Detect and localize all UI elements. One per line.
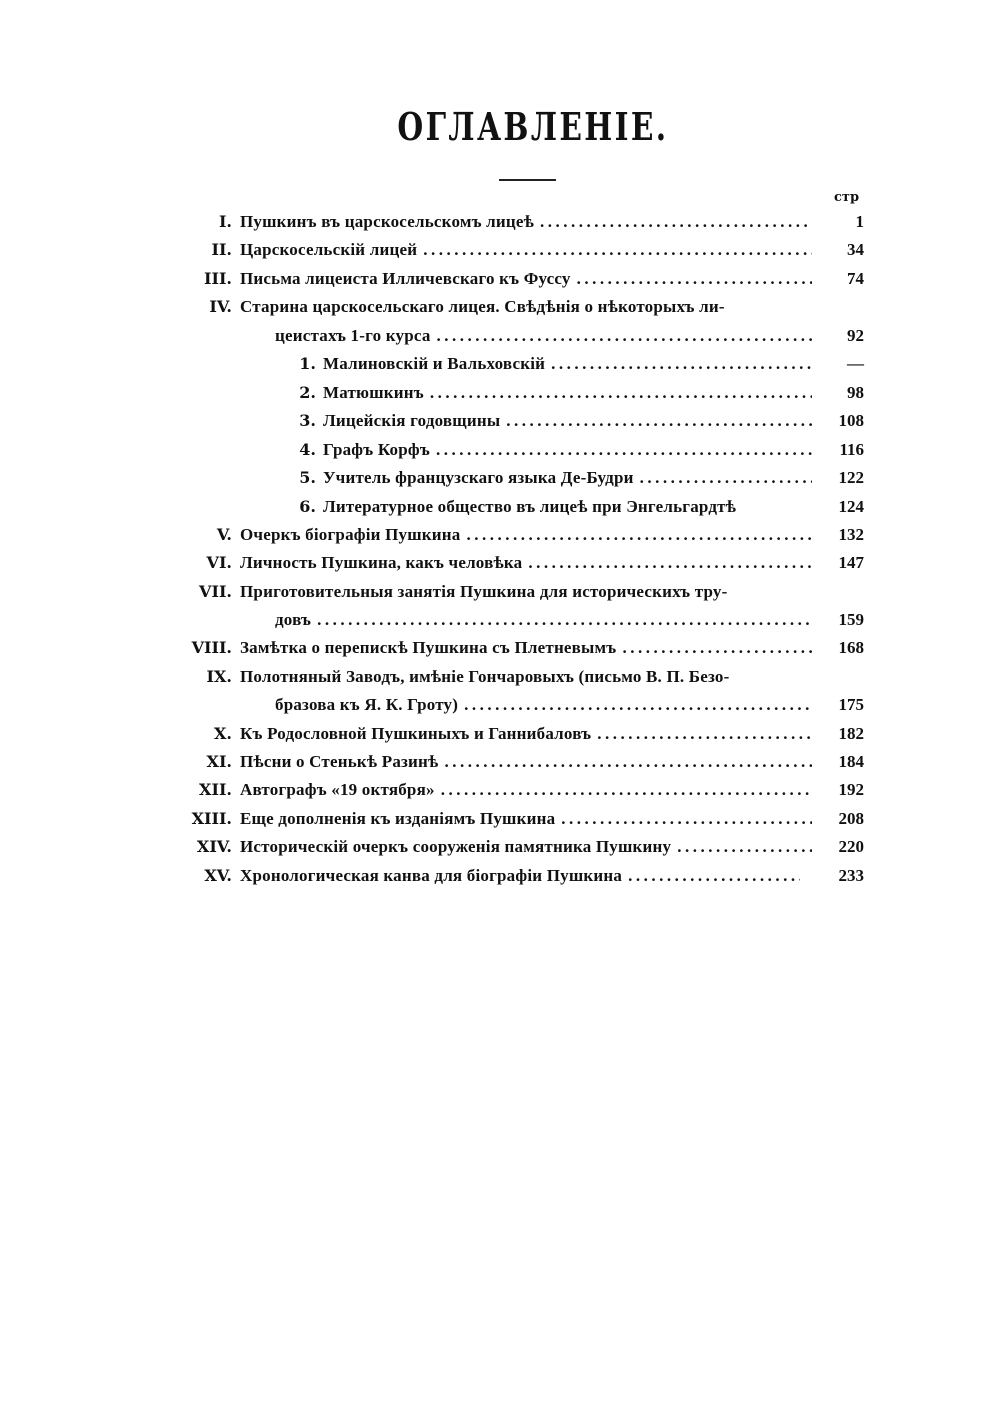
entry-title-line	[275, 322, 812, 350]
entry-title: Пѣсни о Стенькѣ Разинѣ	[240, 752, 439, 771]
toc-entry	[0, 720, 1000, 748]
entry-page-number: 233	[838, 866, 864, 885]
entry-title: Графъ Корфъ	[323, 440, 430, 459]
entry-title: Полотняный Заводъ, имѣніе Гончаровыхъ (письмо В. П. Безо-	[240, 667, 730, 686]
entry-title: Автографъ «19 октября»	[240, 780, 435, 799]
entry-title: Къ Родословной Пушкиныхъ и Ганнибаловъ	[240, 724, 592, 743]
entry-number: V.	[216, 525, 232, 544]
toc-entry	[0, 663, 1000, 691]
entry-title: Очеркъ біографіи Пушкина	[240, 525, 461, 544]
entry-title-line	[240, 578, 816, 606]
entry-title-line	[323, 436, 812, 464]
entry-title-line	[240, 663, 816, 691]
toc-entry	[0, 379, 1000, 407]
entry-number: VII.	[199, 582, 232, 601]
toc-entry	[0, 208, 1000, 236]
entry-title: Лицейскія годовщины	[323, 411, 501, 430]
entry-title-line	[240, 236, 812, 264]
entry-title: бразова къ Я. К. Гроту)	[275, 695, 459, 714]
toc-entry	[0, 606, 1000, 634]
entry-page-number: 116	[839, 440, 864, 459]
toc-entry	[0, 265, 1000, 293]
page-title: ОГЛАВЛЕНІЕ.	[397, 104, 669, 149]
entry-page-number: 34	[847, 240, 864, 259]
entry-page-number: 182	[838, 724, 864, 743]
toc-entry	[0, 634, 1000, 662]
entry-title: довъ	[275, 610, 312, 629]
entry-title: Хронологическая канва для біографіи Пушкина	[240, 866, 623, 885]
entry-page-number: 184	[838, 752, 864, 771]
entry-title-line	[240, 549, 812, 577]
entry-title: Малиновскій и Вальховскій	[323, 354, 546, 373]
leader-dots	[317, 606, 812, 634]
toc-entry	[0, 776, 1000, 804]
entry-title: Историческій очеркъ сооруженія памятника Пушкину	[240, 837, 672, 856]
toc-entry	[0, 350, 1000, 378]
entry-page-number: 98	[847, 383, 864, 402]
leader-dots	[628, 862, 800, 890]
leader-dots	[436, 436, 812, 464]
entry-title: Пушкинъ въ царскосельскомъ лицеѣ	[240, 212, 535, 231]
entry-page-number: 108	[838, 411, 864, 430]
entry-title-line	[240, 805, 812, 833]
entry-title-line	[323, 493, 815, 521]
entry-page-number: 208	[838, 809, 864, 828]
entry-title-line	[275, 691, 812, 719]
entry-number: II.	[211, 240, 232, 259]
leader-dots	[423, 236, 812, 264]
entry-page-number: 168	[838, 638, 864, 657]
entry-page-number: —	[847, 354, 864, 373]
entry-number: XV.	[204, 866, 232, 885]
leader-dots	[677, 833, 812, 861]
entry-number: XIII.	[191, 809, 232, 828]
toc-entry	[0, 493, 1000, 521]
entry-number: IX.	[206, 667, 232, 686]
entry-title: Личность Пушкина, какъ человѣка	[240, 553, 523, 572]
entry-number: XII.	[199, 780, 232, 799]
leader-dots	[561, 805, 812, 833]
page-column-header: стр	[834, 190, 860, 205]
entry-title-line	[240, 265, 812, 293]
leader-dots	[597, 720, 812, 748]
entry-title-line	[240, 521, 812, 549]
entry-page-number: 159	[838, 610, 864, 629]
entry-title: Учитель французскаго языка Де-Будри	[323, 468, 634, 487]
entry-title: Письма лицеиста Илличевскаго къ Фуссу	[240, 269, 571, 288]
entry-number: VIII.	[191, 638, 232, 657]
entry-number: XI.	[206, 752, 232, 771]
leader-dots	[640, 464, 812, 492]
entry-number: 5.	[299, 468, 316, 487]
entry-number: 6.	[299, 497, 316, 516]
entry-title: Царскосельскій лицей	[240, 240, 418, 259]
entry-title-line	[240, 293, 816, 321]
entry-number: XIV.	[196, 837, 232, 856]
entry-page-number: 74	[847, 269, 864, 288]
entry-page-number: 175	[838, 695, 864, 714]
title-rule	[499, 179, 556, 181]
toc-entry	[0, 833, 1000, 861]
toc-entry	[0, 521, 1000, 549]
entry-title-line	[240, 748, 812, 776]
toc-entry	[0, 748, 1000, 776]
leader-dots	[540, 208, 812, 236]
toc-entry	[0, 322, 1000, 350]
entry-number: VI.	[206, 553, 232, 572]
entry-title: Литературное общество въ лицеѣ при Энгельгардтѣ	[323, 497, 737, 516]
entry-title: Старина царскосельскаго лицея. Свѣдѣнія о нѣкоторыхъ ли-	[240, 297, 725, 316]
entry-title: Матюшкинъ	[323, 383, 424, 402]
entry-title: Приготовительныя занятія Пушкина для историческихъ тру-	[240, 582, 728, 601]
leader-dots	[528, 549, 812, 577]
entry-page-number: 147	[838, 553, 864, 572]
toc-entry	[0, 862, 1000, 890]
toc-entry	[0, 407, 1000, 435]
leader-dots	[441, 776, 812, 804]
entry-title-line	[240, 720, 812, 748]
entry-title: Еще дополненія къ изданіямъ Пушкина	[240, 809, 556, 828]
toc-entry	[0, 236, 1000, 264]
toc-entry	[0, 549, 1000, 577]
entry-title: цеистахъ 1-го курса	[275, 326, 431, 345]
entry-title-line	[323, 464, 812, 492]
entry-number: I.	[218, 212, 232, 231]
leader-dots	[464, 691, 812, 719]
leader-dots	[577, 265, 812, 293]
toc-entry	[0, 805, 1000, 833]
entry-number: IV.	[209, 297, 232, 316]
leader-dots	[551, 350, 812, 378]
entry-title-line	[275, 606, 812, 634]
entry-page-number: 92	[847, 326, 864, 345]
entry-number: III.	[203, 269, 232, 288]
entry-title-line	[323, 350, 812, 378]
leader-dots	[506, 407, 812, 435]
entry-page-number: 124	[838, 497, 864, 516]
leader-dots	[444, 748, 812, 776]
entry-title-line	[240, 833, 812, 861]
entry-number: 2.	[299, 383, 316, 402]
entry-title-line	[240, 634, 812, 662]
entry-number: 3.	[299, 411, 316, 430]
entry-title-line	[240, 208, 812, 236]
entry-title-line	[240, 776, 812, 804]
entry-page-number: 220	[838, 837, 864, 856]
entry-number: X.	[214, 724, 232, 743]
toc-entry	[0, 691, 1000, 719]
entry-number: 1.	[299, 354, 316, 373]
entry-title-line	[323, 379, 812, 407]
toc-entry	[0, 464, 1000, 492]
entry-title-line	[323, 407, 812, 435]
leader-dots	[622, 634, 812, 662]
entry-title: Замѣтка о перепискѣ Пушкина съ Плетневымъ	[240, 638, 617, 657]
toc-entry	[0, 293, 1000, 321]
leader-dots	[430, 379, 812, 407]
leader-dots	[466, 521, 812, 549]
entry-page-number: 132	[838, 525, 864, 544]
entry-title-line	[240, 862, 800, 890]
toc-entry	[0, 578, 1000, 606]
toc-entry	[0, 436, 1000, 464]
entry-number: 4.	[299, 440, 316, 459]
entry-page-number: 192	[838, 780, 864, 799]
entry-page-number: 122	[838, 468, 864, 487]
entry-page-number: 1	[855, 212, 864, 231]
leader-dots	[437, 322, 812, 350]
